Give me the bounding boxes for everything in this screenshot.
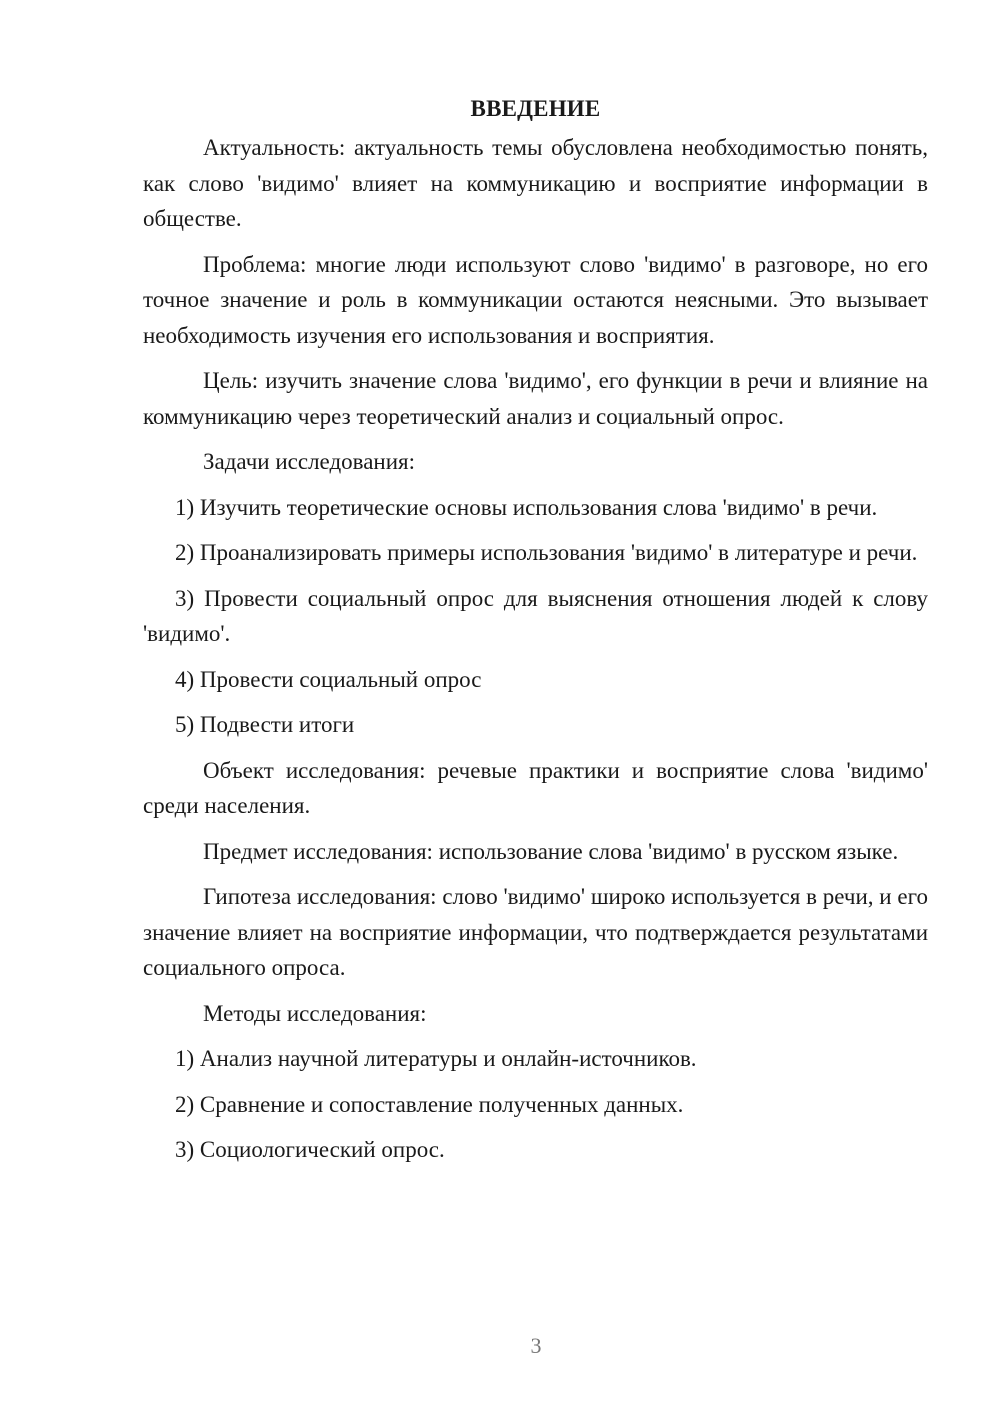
method-item: 2) Сравнение и сопоставление полученных данных. [175,1091,684,1117]
hypothesis-paragraph: Гипотеза исследования: слово 'видимо' широко используется в речи, и его значение влияет на восприятие информации, что подтверждается результатами социального опроса. [143,884,928,980]
goal-paragraph: Цель: изучить значение слова 'видимо', его функции в речи и влияние на коммуникацию через теоретический анализ и социальный опрос. [143,368,928,429]
task-item: 4) Провести социальный опрос [175,666,482,692]
problem-paragraph: Проблема: многие люди используют слово 'видимо' в разговоре, но его точное значение и роль в коммуникации остаются неясными. Это вызывает необходимость изучения его использования и восприятия. [143,251,928,348]
relevance-paragraph: Актуальность: актуальность темы обусловлена необходимостью понять, как слово 'видимо' влияет на коммуникацию и восприятие информации в обществе. [143,135,928,231]
task-item: 3) Провести социальный опрос для выяснения отношения людей к слову 'видимо'. [143,585,928,646]
task-item: 5) Подвести итоги [175,712,355,737]
page-number: 3 [530,1333,542,1358]
method-item: 3) Социологический опрос. [175,1137,445,1162]
section-title: ВВЕДЕНИЕ [470,96,601,121]
methods-heading: Методы исследования: [203,1000,427,1026]
tasks-heading: Задачи исследования: [203,449,416,474]
subject-paragraph: Предмет исследования: использование слова 'видимо' в русском языке. [203,838,899,864]
object-paragraph: Объект исследования: речевые практики и восприятие слова 'видимо' среди населения. [143,757,928,818]
document-page [143,92,928,1178]
task-item: 1) Изучить теоретические основы использования слова 'видимо' в речи. [175,494,878,520]
method-item: 1) Анализ научной литературы и онлайн-источников. [175,1046,697,1071]
task-item: 2) Проанализировать примеры использования 'видимо' в литературе и речи. [175,540,918,565]
